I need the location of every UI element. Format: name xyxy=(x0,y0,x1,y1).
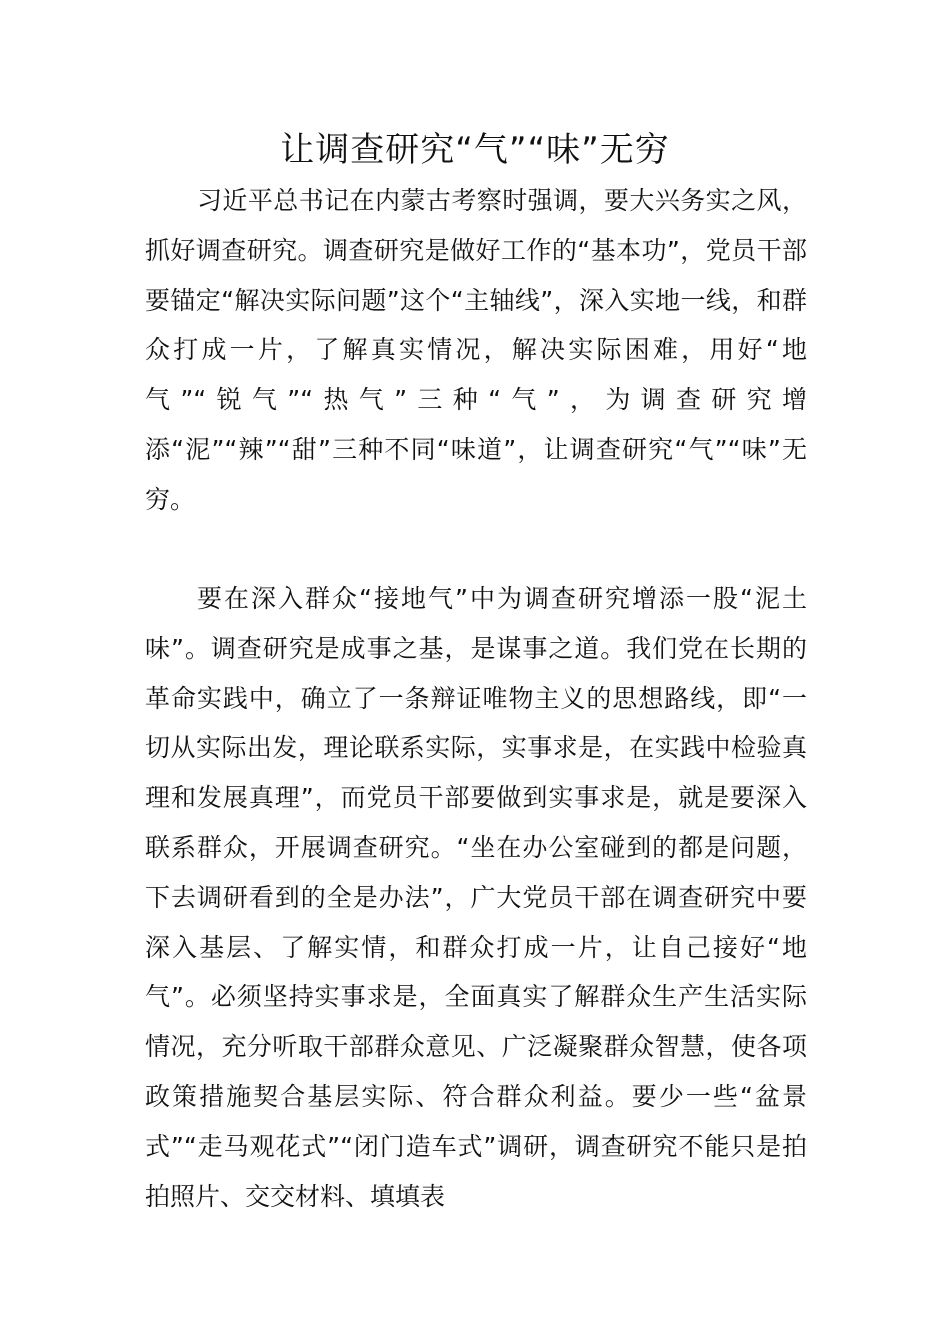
document-title: 让调查研究“气”“味”无穷 xyxy=(280,130,670,170)
paragraph-intro: 习近平总书记在内蒙古考察时强调，要大兴务实之风，抓好调查研究。调查研究是做好工作的“基本功”，党员干部要锚定“解决实际问题”这个“主轴线”，深入实地一线，和群众打成一片，了解真实情况，解决实际困难，用好“地气”“锐气”“热气”三种“气”，为调查研究增添“泥”“辣”“甜”三种不同“味道”，让调查研究“气”“味”无穷。 xyxy=(145,186,807,514)
paragraph-earth-flavor: 要在深入群众“接地气”中为调查研究增添一股“泥土味”。调查研究是成事之基，是谋事之道。我们党在长期的革命实践中，确立了一条辩证唯物主义的思想路线，即“一切从实际出发，理论联系实际，实事求是，在实践中检验真理和发展真理”，而党员干部要做到实事求是，就是要深入联系群众，开展调查研究。“坐在办公室碰到的都是问题，下去调研看到的全是办法”，广大党员干部在调查研究中要深入基层、了解实情，和群众打成一片，让自己接好“地气”。必须坚持实事求是，全面真实了解群众生产生活实际情况，充分听取干部群众意见、广泛凝聚群众智慧，使各项政策措施契合基层实际、符合群众利益。要少一些“盆景式”“走马观花式”“闭门造车式”调研，调查研究不能只是拍拍照片、交交材料、填填表 xyxy=(145,584,807,1211)
